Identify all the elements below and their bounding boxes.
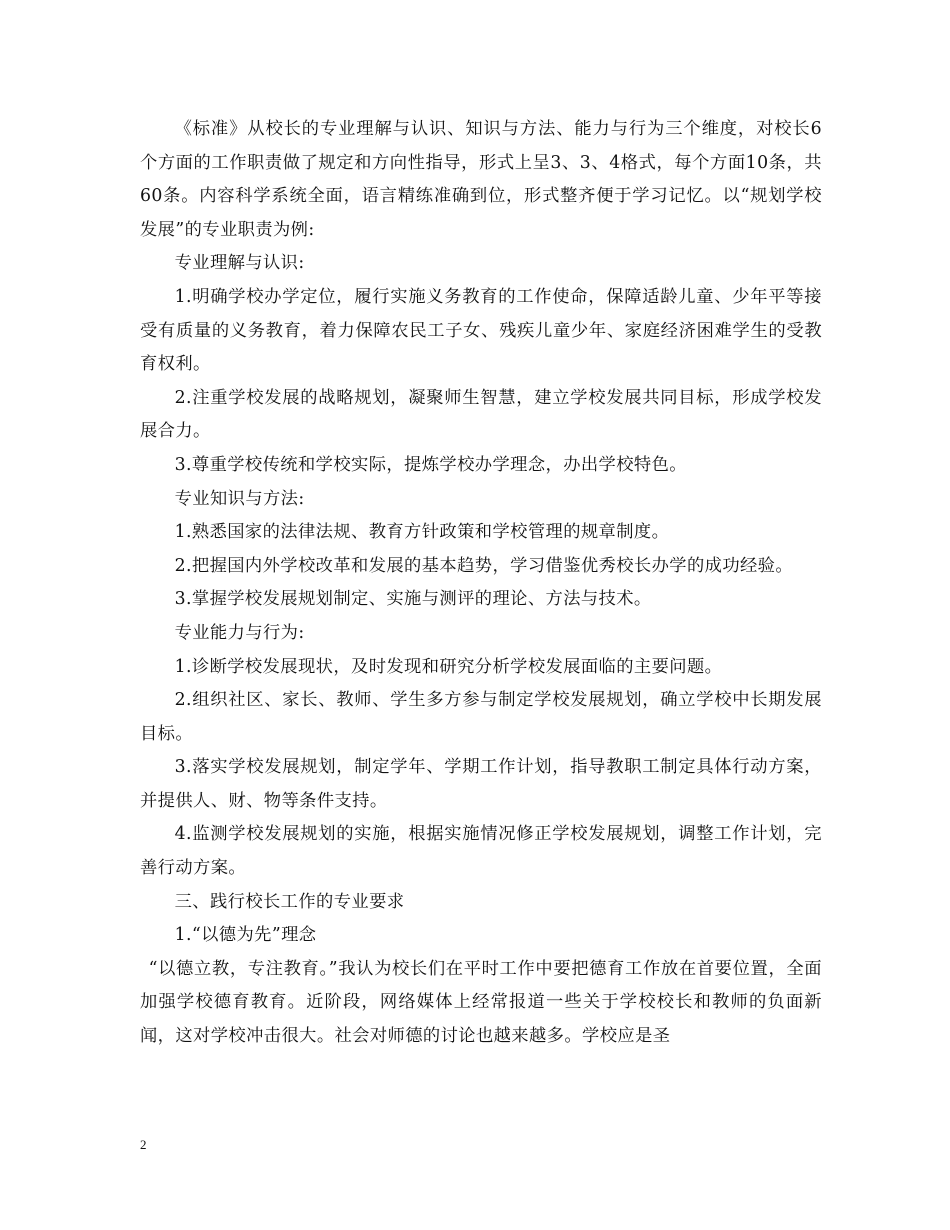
heading-professional-ability: 专业能力与行为: — [174, 622, 305, 643]
list-item: 3.掌握学校发展规划制定、实施与测评的理论、方法与技术。 — [174, 589, 652, 610]
list-item: 2.注重学校发展的战略规划，凝聚师生智慧，建立学校发展共同目标，形成学校发展合力。 — [140, 387, 822, 442]
document-body — [140, 113, 822, 1054]
subsection-heading: 1.“以德为先”理念 — [174, 925, 317, 946]
page-number: 2 — [140, 1137, 147, 1152]
section-heading: 三、践行校长工作的专业要求 — [174, 891, 405, 912]
list-item: 1.明确学校办学定位，履行实施义务教育的工作使命，保障适龄儿童、少年平等接受有质量的义务教育，着力保障农民工子女、残疾儿童少年、家庭经济困难学生的受教育权利。 — [140, 286, 822, 375]
paragraph-body: “以德立教，专注教育。”我认为校长们在平时工作中要把德育工作放在首要位置，全面加强学校德育教育。近阶段，网络媒体上经常报道一些关于学校校长和教师的负面新闻，这对学校冲击很大。社会对师德的讨论也越来越多。学校应是圣 — [140, 958, 822, 1047]
list-item: 2.组织社区、家长、教师、学生多方参与制定学校发展规划，确立学校中长期发展目标。 — [140, 690, 822, 744]
list-item: 3.落实学校发展规划，制定学年、学期工作计划，指导教职工制定具体行动方案，并提供人、财、物等条件支持。 — [140, 757, 822, 811]
list-item: 1.诊断学校发展现状，及时发现和研究分析学校发展面临的主要问题。 — [174, 656, 723, 677]
list-item: 1.熟悉国家的法律法规、教育方针政策和学校管理的规章制度。 — [174, 522, 670, 543]
list-item: 2.把握国内外学校改革和发展的基本趋势，学习借鉴优秀校长办学的成功经验。 — [174, 555, 794, 576]
heading-professional-understanding: 专业理解与认识: — [174, 253, 305, 274]
heading-professional-knowledge: 专业知识与方法: — [174, 488, 305, 509]
paragraph-intro: 《标准》从校长的专业理解与认识、知识与方法、能力与行为三个维度，对校长6个方面的工作职责做了规定和方向性指导，形式上呈3、3、4格式，每个方面10条，共60条。内容科学系统全面，语言精练准确到位，形式整齐便于学习记忆。以“规划学校发展”的专业职责为例: — [140, 119, 822, 240]
list-item: 3.尊重学校传统和学校实际，提炼学校办学理念，办出学校特色。 — [174, 454, 687, 475]
list-item: 4.监测学校发展规划的实施，根据实施情况修正学校发展规划，调整工作计划，完善行动方案。 — [140, 824, 822, 879]
